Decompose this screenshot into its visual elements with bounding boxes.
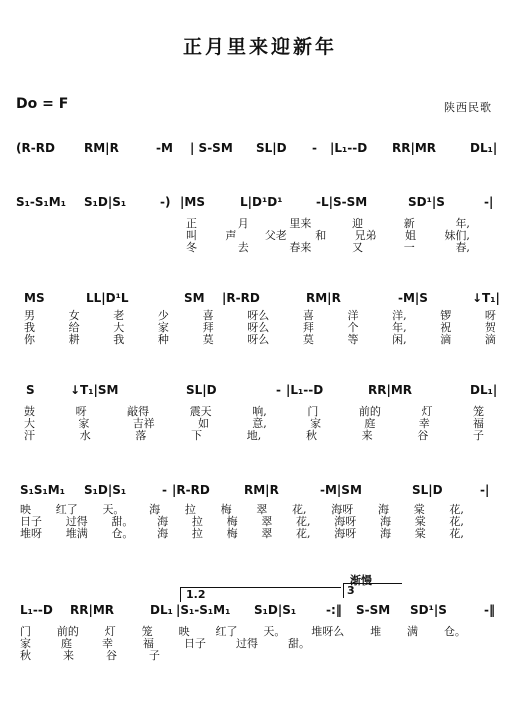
note-group: MS: [24, 291, 45, 305]
lyric-word: 拜: [202, 321, 214, 334]
notation-line: [0, 480, 520, 500]
note-group: LL|D¹L: [86, 291, 129, 305]
lyric-word: 海: [377, 503, 389, 516]
lyric-word: 过得: [65, 515, 88, 528]
volta-label-second: 3: [347, 584, 355, 597]
lyric-word: 子: [473, 429, 484, 442]
note-group: RM|R: [306, 291, 341, 305]
lyric-word: 翠: [261, 515, 273, 528]
note-group: L₁--D: [20, 603, 53, 617]
note-group: DL₁|: [470, 383, 498, 397]
note-group: RM|R: [84, 141, 119, 155]
lyric-verse-3: [186, 242, 470, 254]
lyric-word: 呀: [484, 309, 496, 322]
note-group: SL|D: [256, 141, 287, 155]
lyric-word: 花,: [449, 503, 464, 516]
lyric-word: 男: [24, 309, 35, 322]
note-group: SL|D: [412, 483, 443, 497]
lyric-word: 个: [347, 321, 359, 334]
lyric-word: 如: [197, 417, 209, 430]
lyric-word: 海: [157, 515, 169, 528]
note-group: (R-RD: [16, 141, 55, 155]
lyric-word: 过得: [236, 637, 258, 650]
note-group: -:‖: [326, 603, 342, 617]
lyric-word: 老: [113, 309, 125, 322]
lyric-word: 秋: [305, 429, 317, 442]
lyric-word: 海: [379, 527, 391, 540]
lyric-word: 笼: [473, 405, 484, 418]
lyric-word: 花,: [296, 515, 311, 528]
lyric-word: 声: [225, 229, 237, 242]
lyric-word: 花,: [292, 503, 307, 516]
lyric-word: 又: [352, 241, 364, 254]
note-group: -M: [156, 141, 173, 155]
note-group: -|: [484, 195, 494, 209]
lyric-word: 喜: [202, 309, 214, 322]
lyric-word: 前的: [56, 625, 79, 638]
lyric-word: 家: [20, 637, 31, 650]
lyric-word: 等: [347, 333, 359, 346]
lyric-word: 海呀: [331, 503, 354, 516]
note-group: |R-RD: [222, 291, 260, 305]
lyric-word: 大: [113, 321, 125, 334]
lyric-word: 堆满: [65, 527, 88, 540]
lyric-word: 谷: [106, 649, 117, 662]
lyric-word: 拉: [184, 503, 196, 516]
notation-line: [0, 192, 520, 212]
lyric-word: 堆呀么: [311, 625, 345, 638]
lyric-word: 拜: [302, 321, 314, 334]
lyric-word: 喜: [302, 309, 314, 322]
lyric-word: 姐: [405, 229, 417, 242]
notation-line: [0, 380, 520, 400]
note-group: S₁D|S₁: [84, 195, 127, 209]
lyric-word: 海: [157, 527, 169, 540]
lyric-word: 汗: [24, 429, 35, 442]
note-group: ↓T₁|: [472, 291, 500, 305]
note-group: ↓T₁|SM: [70, 383, 119, 397]
lyric-word: 落: [135, 429, 147, 442]
lyric-word: 幸: [102, 637, 113, 650]
lyric-verse-3: [20, 650, 160, 662]
note-group: |S₁-S₁M₁: [176, 603, 231, 617]
lyric-word: 女: [68, 309, 80, 322]
notation-line: [0, 288, 520, 308]
lyric-word: 拉: [191, 527, 203, 540]
lyric-word: 意,: [252, 417, 267, 430]
lyric-word: 门: [20, 625, 31, 638]
lyric-word: 莫: [302, 333, 314, 346]
lyric-word: 堆呀: [20, 527, 42, 540]
note-group: RM|R: [244, 483, 279, 497]
lyric-word: 笼: [141, 625, 153, 638]
lyric-word: 梅: [226, 515, 238, 528]
lyric-word: 翠: [256, 503, 268, 516]
lyric-word: 花,: [296, 527, 311, 540]
lyric-word: 耕: [68, 333, 80, 346]
lyric-word: 一: [403, 241, 415, 254]
lyric-word: 祝: [440, 321, 452, 334]
note-group: -‖: [484, 603, 495, 617]
lyric-word: 福: [143, 637, 154, 650]
note-group: S: [26, 383, 35, 397]
lyric-word: 梅: [220, 503, 232, 516]
lyric-word: 红了: [55, 503, 78, 516]
note-group: S₁-S₁M₁: [16, 195, 66, 209]
lyric-word: 年,: [392, 321, 407, 334]
note-group: -): [160, 195, 171, 209]
lyric-word: 映: [20, 503, 31, 516]
lyric-word: 种: [157, 333, 169, 346]
note-group: -: [312, 141, 317, 155]
lyric-word: 春来: [289, 241, 312, 254]
note-group: S₁D|S₁: [84, 483, 127, 497]
lyric-word: 新: [403, 217, 415, 230]
lyric-word: 迎: [352, 217, 364, 230]
lyric-word: 家: [78, 417, 90, 430]
lyric-word: 花,: [449, 515, 464, 528]
lyric-word: 里来: [289, 217, 312, 230]
lyric-word: 妹们,: [444, 229, 470, 242]
notation-line: [0, 600, 520, 620]
note-group: -L|S-SM: [316, 195, 368, 209]
lyric-word: 地,: [246, 429, 262, 442]
lyric-word: 你: [24, 333, 35, 346]
lyric-word: 水: [79, 429, 91, 442]
lyric-word: 正: [186, 217, 197, 230]
note-group: DL₁: [150, 603, 173, 617]
lyric-word: 去: [237, 241, 249, 254]
note-group: RR|MR: [70, 603, 115, 617]
lyric-word: 呀么: [247, 309, 270, 322]
lyric-word: 年,: [455, 217, 470, 230]
lyric-word: 甜。: [111, 515, 134, 528]
note-group: RR|MR: [392, 141, 437, 155]
note-group: |MS: [180, 195, 205, 209]
lyric-word: 庭: [364, 417, 376, 430]
lyric-word: 家: [310, 417, 322, 430]
note-group: | S-SM: [190, 141, 233, 155]
lyric-word: 呀: [75, 405, 87, 418]
lyric-word: 滴: [484, 333, 496, 346]
song-origin: 陕西民歌: [444, 101, 492, 114]
note-group: L|D¹D¹: [240, 195, 283, 209]
lyric-word: 敲得: [127, 405, 150, 418]
lyric-word: 棠: [414, 515, 426, 528]
page-title: 正月里来迎新年: [182, 36, 337, 58]
lyric-word: 洋: [347, 309, 359, 322]
lyric-word: 日子: [184, 637, 206, 650]
note-group: -M|S: [398, 291, 428, 305]
lyric-word: 呀么: [247, 333, 270, 346]
lyric-word: 堆: [370, 625, 382, 638]
note-group: DL₁|: [470, 141, 498, 155]
note-group: S₁S₁M₁: [20, 483, 65, 497]
lyric-word: 莫: [202, 333, 214, 346]
lyric-word: 灯: [104, 625, 116, 638]
lyric-word: 鼓: [24, 405, 35, 418]
lyric-verse-3: [24, 430, 484, 442]
lyric-word: 棠: [413, 503, 425, 516]
lyric-word: 叫: [186, 229, 197, 242]
lyric-word: 海: [149, 503, 161, 516]
note-group: SD¹|S: [408, 195, 445, 209]
lyric-word: 响,: [252, 405, 267, 418]
lyric-word: 来: [361, 429, 373, 442]
lyric-word: 灯: [421, 405, 433, 418]
note-group: S-SM: [356, 603, 391, 617]
lyric-word: 拉: [191, 515, 203, 528]
volta-label-first: 1.2: [186, 588, 206, 601]
lyric-word: 滴: [440, 333, 452, 346]
lyric-word: 子: [149, 649, 160, 662]
lyric-word: 海呀: [334, 515, 357, 528]
lyric-word: 福: [473, 417, 484, 430]
lyric-word: 海: [379, 515, 391, 528]
note-group: SL|D: [186, 383, 217, 397]
note-group: |L₁--D: [286, 383, 324, 397]
lyric-word: 棠: [414, 527, 426, 540]
lyric-word: 谷: [417, 429, 429, 442]
lyric-word: 闲,: [392, 333, 407, 346]
lyric-verse-2: [186, 230, 470, 242]
note-group: |R-RD: [172, 483, 210, 497]
note-group: S₁D|S₁: [254, 603, 297, 617]
lyric-word: 仓。: [443, 625, 466, 638]
lyric-word: 贺: [484, 321, 496, 334]
lyric-word: 春,: [455, 241, 470, 254]
lyric-word: 月: [237, 217, 249, 230]
lyric-word: 甜。: [288, 637, 310, 650]
note-group: RR|MR: [368, 383, 413, 397]
lyric-word: 满: [407, 625, 419, 638]
note-group: -|: [480, 483, 490, 497]
lyric-word: 庭: [61, 637, 72, 650]
lyric-word: 兄弟: [354, 229, 377, 242]
lyric-word: 冬: [186, 241, 197, 254]
lyric-word: 天。: [102, 503, 125, 516]
lyric-word: 震天: [189, 405, 212, 418]
lyric-word: 下: [191, 429, 203, 442]
lyric-word: 梅: [226, 527, 238, 540]
note-group: -: [162, 483, 167, 497]
lyric-word: 锣: [440, 309, 452, 322]
note-group: |L₁--D: [330, 141, 368, 155]
notation-line: [0, 138, 520, 158]
note-group: -: [276, 383, 281, 397]
lyric-word: 我: [113, 333, 125, 346]
key-signature: Do = F: [16, 96, 69, 112]
lyric-verse-3: [20, 528, 464, 540]
lyric-word: 父老: [264, 229, 287, 242]
lyric-word: 门: [307, 405, 319, 418]
tempo-marking: 渐慢: [350, 574, 372, 587]
lyric-word: 少: [157, 309, 169, 322]
lyric-word: 仓。: [111, 527, 134, 540]
lyric-word: 幸: [418, 417, 430, 430]
lyric-word: 吉祥: [132, 417, 155, 430]
lyric-word: 来: [63, 649, 74, 662]
note-group: SM: [184, 291, 205, 305]
lyric-word: 呀么: [247, 321, 270, 334]
lyric-word: 我: [24, 321, 35, 334]
lyric-word: 翠: [261, 527, 273, 540]
lyric-word: 天。: [263, 625, 286, 638]
lyric-verse-3: [24, 334, 496, 346]
lyric-word: 前的: [358, 405, 381, 418]
lyric-word: 花,: [449, 527, 464, 540]
lyric-word: 日子: [20, 515, 42, 528]
lyric-word: 洋,: [392, 309, 407, 322]
lyric-word: 映: [178, 625, 190, 638]
lyric-word: 给: [68, 321, 80, 334]
note-group: -M|SM: [320, 483, 362, 497]
lyric-word: 家: [157, 321, 169, 334]
lyric-word: 大: [24, 417, 35, 430]
note-group: SD¹|S: [410, 603, 447, 617]
lyric-word: 海呀: [334, 527, 357, 540]
lyric-word: 和: [315, 229, 327, 242]
lyric-word: 秋: [20, 649, 31, 662]
lyric-word: 红了: [215, 625, 238, 638]
